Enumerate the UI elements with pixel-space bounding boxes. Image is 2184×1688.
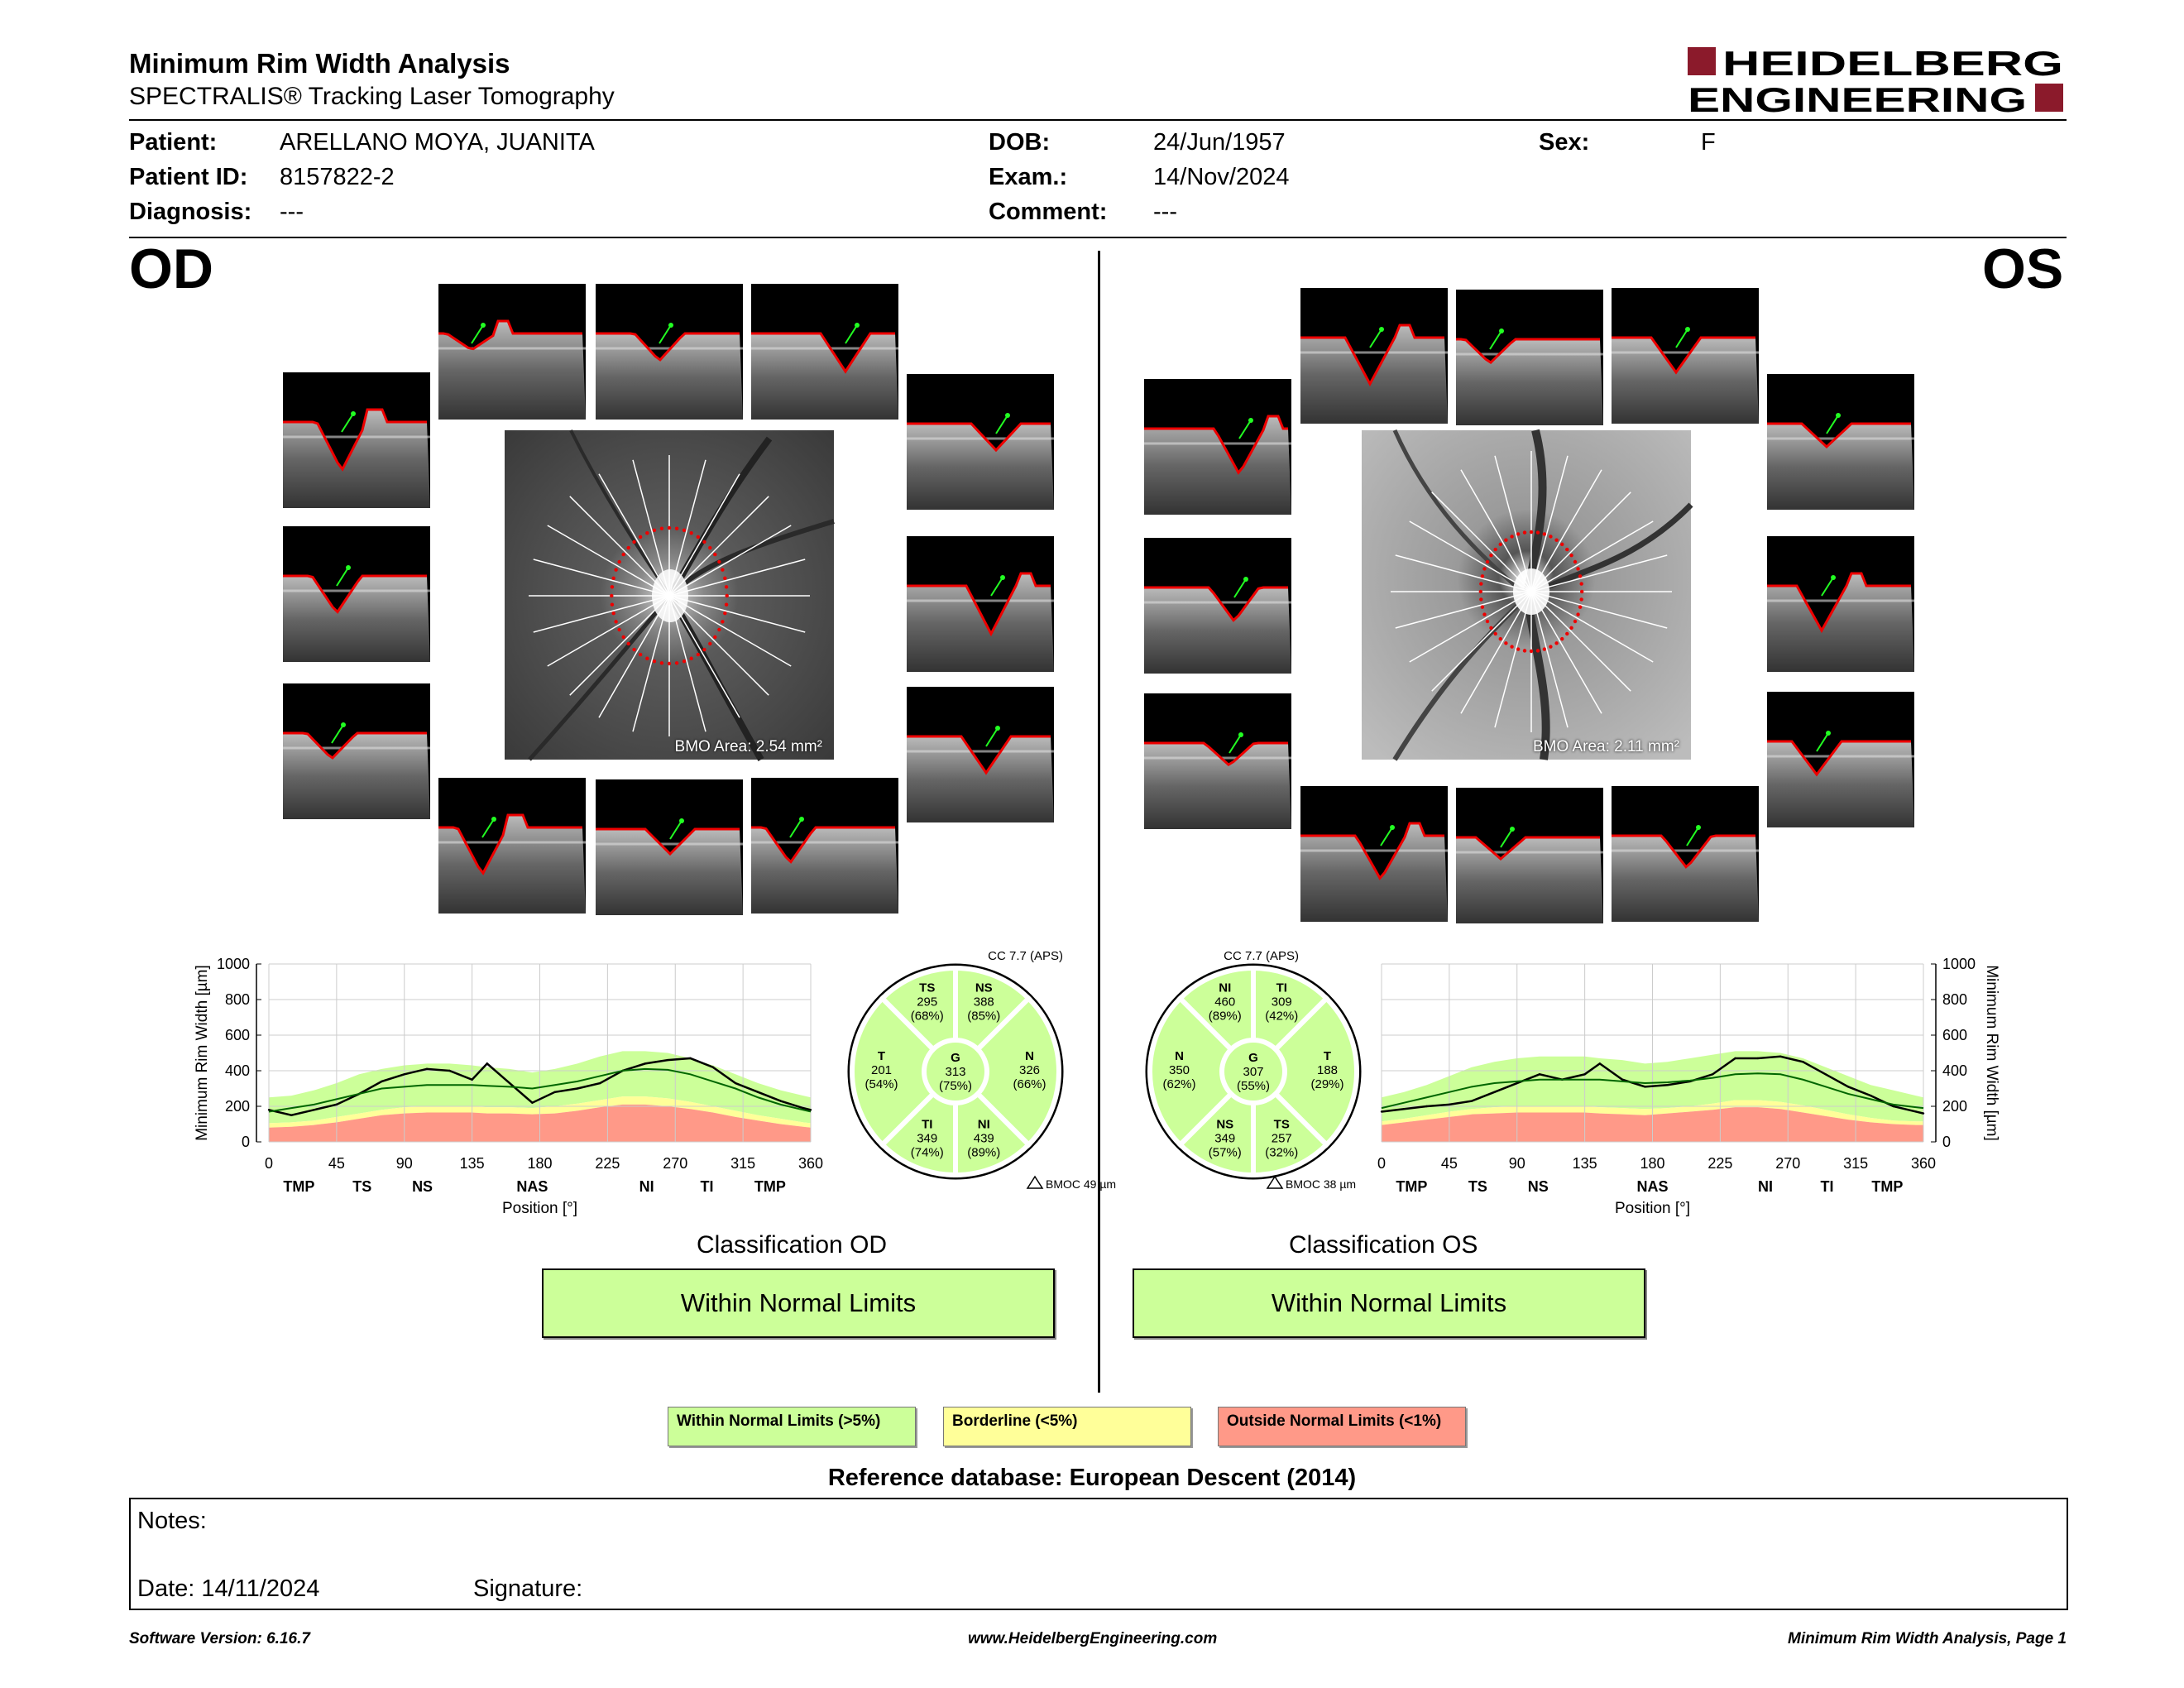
x-tick-label: 180 — [527, 1155, 553, 1172]
sector-percentile: (68%) — [910, 1009, 944, 1024]
mrw-data-point — [1644, 1086, 1645, 1087]
sector-value: 349 — [1214, 1131, 1236, 1146]
mrw-data-point — [689, 1057, 691, 1059]
x-tick-label: 90 — [395, 1155, 413, 1172]
mrw-data-point — [290, 1115, 292, 1116]
dob-label: DOB: — [989, 129, 1051, 156]
mrw-data-point — [1802, 1061, 1803, 1062]
sector-value: 309 — [1271, 995, 1292, 1009]
mrw-data-point — [486, 1062, 488, 1064]
mrw-data-point — [735, 1082, 736, 1084]
mrw-data-point — [268, 1109, 270, 1110]
sector-label: NS — [975, 981, 993, 995]
sector-label: TI — [700, 1178, 714, 1195]
sector-percentile: (75%) — [938, 1079, 973, 1093]
oct-bscan-image — [1456, 290, 1603, 425]
oct-bscan-image — [907, 374, 1054, 510]
mrw-data-point — [1757, 1057, 1759, 1059]
notes-label: Notes: — [137, 1508, 207, 1534]
sector-percentile: (54%) — [864, 1077, 898, 1091]
y-tick-label: 1000 — [1942, 956, 1976, 972]
oct-bscan-image — [1144, 538, 1291, 674]
sector-label: NS — [1216, 1117, 1234, 1132]
center-divider — [1098, 251, 1100, 1393]
sector-value: 349 — [917, 1131, 938, 1146]
sector-label: G — [951, 1051, 960, 1065]
footer-page: Minimum Rim Width Analysis, Page 1 — [1788, 1630, 2067, 1647]
sector-value: 313 — [945, 1065, 966, 1079]
sex-label: Sex: — [1539, 129, 1590, 156]
oct-bscan-image — [1612, 288, 1759, 424]
sector-label: NI — [977, 1117, 990, 1132]
mrw-data-point — [667, 1059, 668, 1061]
y-tick-label: 0 — [241, 1134, 250, 1150]
oct-bscan-image — [1456, 788, 1603, 923]
sector-value: 201 — [870, 1063, 893, 1077]
mrw-data-point — [1403, 1108, 1405, 1110]
od-mrw-chart — [190, 952, 836, 1233]
od-eye-label: OD — [129, 237, 213, 300]
sector-label: TI — [1820, 1178, 1834, 1195]
sector-label: NAS — [1636, 1178, 1669, 1195]
sector-label: TMP — [754, 1178, 786, 1195]
sector-percentile: (29%) — [1310, 1077, 1344, 1091]
legend-outside: Outside Normal Limits (<1%) — [1218, 1407, 1466, 1446]
sector-label: TI — [1276, 981, 1287, 995]
footer-software-version: Software Version: 6.16.7 — [129, 1630, 310, 1647]
notes-box — [129, 1498, 2068, 1610]
date-label: Date: 14/11/2024 — [137, 1575, 320, 1602]
x-tick-label: 315 — [730, 1155, 756, 1172]
sector-percentile: (42%) — [1265, 1009, 1299, 1024]
os-classification-title: Classification OS — [1289, 1231, 1478, 1259]
mrw-data-point — [553, 1091, 555, 1093]
diagnosis-value: --- — [280, 199, 304, 225]
patient-label: Patient: — [129, 129, 218, 156]
diagnosis-label: Diagnosis: — [129, 199, 252, 225]
x-tick-label: 315 — [1843, 1155, 1869, 1172]
cc-label: CC 7.7 (APS) — [988, 949, 1063, 963]
mrw-data-point — [1923, 1112, 1924, 1114]
mrw-data-point — [313, 1109, 314, 1110]
heidelberg-logo — [1688, 46, 2067, 117]
os-mrw-chart — [1357, 952, 2019, 1233]
sector-label: G — [1248, 1051, 1258, 1065]
x-tick-label: 270 — [1775, 1155, 1801, 1172]
mrw-data-point — [471, 1079, 472, 1081]
sector-percentile: (89%) — [967, 1145, 1001, 1160]
mrw-data-point — [1666, 1084, 1668, 1086]
x-tick-label: 360 — [1910, 1155, 1937, 1172]
oct-bscan-image — [1144, 693, 1291, 829]
y-tick-label: 600 — [1942, 1027, 1968, 1043]
sector-value: 388 — [973, 995, 994, 1009]
mrw-data-point — [1425, 1105, 1427, 1107]
patient-id-value: 8157822-2 — [280, 164, 395, 190]
y-tick-label: 1000 — [216, 956, 250, 972]
legend-normal: Within Normal Limits (>5%) — [668, 1407, 916, 1446]
oct-bscan-image — [751, 778, 898, 914]
x-axis-label: Position [°] — [1614, 1200, 1691, 1217]
x-tick-label: 0 — [264, 1155, 274, 1172]
mrw-data-point — [802, 1107, 804, 1109]
oct-bscan-image — [907, 687, 1054, 822]
oct-bscan-image — [438, 284, 586, 420]
cc-label: CC 7.7 (APS) — [1224, 949, 1299, 963]
sector-percentile: (74%) — [910, 1145, 944, 1160]
mrw-data-point — [810, 1109, 812, 1110]
os-bmo-area: BMO Area: 2.11 mm² — [1532, 738, 1679, 755]
mrw-data-point — [1493, 1091, 1495, 1093]
patient-id-label: Patient ID: — [129, 164, 248, 190]
sex-value: F — [1701, 129, 1716, 156]
mrw-data-point — [1847, 1086, 1849, 1087]
oct-bscan-image — [283, 683, 430, 819]
patient-value: ARELLANO MOYA, JUANITA — [280, 129, 595, 156]
sector-label: TMP — [1396, 1178, 1428, 1195]
delta-icon — [1267, 1177, 1282, 1188]
sector-label: TMP — [1871, 1178, 1904, 1195]
dob-value: 24/Jun/1957 — [1153, 129, 1286, 156]
sector-percentile: (85%) — [967, 1009, 1001, 1024]
od-bmo-area: BMO Area: 2.54 mm² — [674, 738, 822, 755]
os-eye-label: OS — [1982, 237, 2064, 300]
mrw-data-point — [712, 1067, 714, 1068]
sector-value: 307 — [1243, 1065, 1264, 1079]
x-tick-label: 225 — [1707, 1155, 1733, 1172]
report-subtitle: SPECTRALIS® Tracking Laser Tomography — [129, 83, 615, 110]
oct-bscan-image — [751, 284, 898, 420]
mrw-data-point — [1583, 1073, 1585, 1075]
x-tick-label: 225 — [595, 1155, 620, 1172]
sector-percentile: (89%) — [1208, 1009, 1242, 1024]
logo-text-engineering: ENGINEERING — [1688, 80, 2027, 119]
signature-label: Signature: — [473, 1575, 583, 1602]
legend-borderline: Borderline (<5%) — [943, 1407, 1191, 1446]
sector-percentile: (32%) — [1265, 1145, 1299, 1160]
sector-label: NAS — [516, 1178, 548, 1195]
y-tick-label: 200 — [224, 1098, 250, 1115]
bmoc-label: BMOC 38 µm — [1286, 1177, 1357, 1191]
oct-bscan-image — [1767, 374, 1914, 510]
y-axis-label: Minimum Rim Width [µm] — [1983, 965, 2000, 1141]
oct-bscan-image — [1144, 379, 1291, 515]
mrw-data-point — [381, 1081, 382, 1082]
oct-bscan-image — [283, 372, 430, 508]
sector-label: N — [1025, 1049, 1034, 1063]
sector-value: 460 — [1214, 995, 1236, 1009]
mrw-data-point — [1599, 1062, 1601, 1064]
x-tick-label: 45 — [1440, 1155, 1458, 1172]
mrw-data-point — [757, 1091, 759, 1093]
sector-label: TMP — [283, 1178, 315, 1195]
sector-label: NS — [1527, 1178, 1549, 1195]
mrw-data-point — [1516, 1082, 1518, 1084]
mrw-data-point — [1539, 1073, 1540, 1075]
sector-percentile: (55%) — [1236, 1079, 1271, 1093]
y-tick-label: 400 — [1942, 1062, 1968, 1079]
x-tick-label: 135 — [459, 1155, 485, 1172]
mrw-data-point — [531, 1102, 533, 1104]
sector-label: TS — [1468, 1178, 1487, 1195]
od-sector-chart — [836, 943, 1117, 1192]
os-classification-box: Within Normal Limits — [1133, 1268, 1645, 1338]
x-tick-label: 270 — [663, 1155, 688, 1172]
x-tick-label: 45 — [328, 1155, 345, 1172]
y-tick-label: 0 — [1942, 1134, 1952, 1150]
oct-bscan-image — [1300, 786, 1448, 922]
mrw-data-point — [1621, 1079, 1623, 1081]
sector-label: NI — [1757, 1178, 1773, 1195]
logo-text-heidelberg: HEIDELBERG — [1722, 44, 2063, 83]
oct-bscan-image — [438, 778, 586, 914]
mrw-data-point — [1449, 1104, 1450, 1105]
report-title: Minimum Rim Width Analysis — [129, 48, 510, 79]
mrw-data-point — [779, 1100, 781, 1101]
mrw-data-point — [644, 1062, 646, 1064]
sector-label: TS — [352, 1178, 372, 1195]
mrw-data-point — [1381, 1110, 1382, 1112]
footer-website: www.HeidelbergEngineering.com — [968, 1630, 1218, 1647]
mrw-data-point — [1712, 1073, 1713, 1075]
x-axis-label: Position [°] — [501, 1200, 578, 1217]
mrw-data-point — [599, 1082, 601, 1084]
mrw-data-point — [1779, 1056, 1781, 1057]
sector-label: NI — [639, 1178, 654, 1195]
sector-value: 295 — [917, 995, 938, 1009]
sector-label: TS — [919, 981, 936, 995]
sector-value: 326 — [1018, 1063, 1041, 1077]
oct-bscan-image — [1767, 692, 1914, 827]
y-tick-label: 600 — [224, 1027, 250, 1043]
od-fundus-image — [505, 430, 834, 760]
mrw-data-point — [1825, 1073, 1827, 1075]
sector-percentile: (62%) — [1162, 1077, 1196, 1091]
x-tick-label: 0 — [1377, 1155, 1387, 1172]
sector-value: 350 — [1168, 1063, 1190, 1077]
od-classification-box: Within Normal Limits — [542, 1268, 1055, 1338]
oct-bscan-image — [1612, 786, 1759, 922]
oct-bscan-image — [907, 536, 1054, 672]
sector-label: T — [1323, 1049, 1332, 1063]
comment-value: --- — [1153, 199, 1177, 225]
y-tick-label: 200 — [1942, 1098, 1968, 1115]
mrw-data-point — [509, 1082, 510, 1084]
y-tick-label: 400 — [224, 1062, 250, 1079]
oct-bscan-image — [1767, 536, 1914, 672]
mrw-data-point — [1892, 1105, 1894, 1107]
mrw-data-point — [1915, 1110, 1917, 1112]
sector-label: TS — [1273, 1117, 1290, 1132]
mrw-data-point — [577, 1087, 578, 1089]
mrw-data-point — [1471, 1100, 1473, 1101]
oct-bscan-image — [596, 284, 743, 420]
mrw-data-point — [1734, 1057, 1736, 1059]
mrw-data-point — [448, 1070, 450, 1072]
sector-value: 188 — [1316, 1063, 1339, 1077]
sector-label: N — [1175, 1049, 1184, 1063]
mrw-data-point — [1870, 1095, 1871, 1096]
os-fundus-image — [1362, 430, 1691, 760]
mrw-data-point — [426, 1068, 428, 1070]
os-sector-chart — [1133, 943, 1373, 1192]
delta-icon — [1027, 1177, 1042, 1188]
y-axis-label: Minimum Rim Width [µm] — [194, 965, 211, 1141]
x-tick-label: 90 — [1508, 1155, 1525, 1172]
sector-label: T — [877, 1049, 886, 1063]
x-tick-label: 135 — [1572, 1155, 1597, 1172]
sector-label: TI — [922, 1117, 933, 1132]
mrw-data-point — [336, 1104, 338, 1105]
sector-value: 439 — [973, 1131, 994, 1146]
oct-bscan-image — [1300, 288, 1448, 424]
reference-database: Reference database: European Descent (2014) — [827, 1465, 1357, 1491]
bmoc-label: BMOC 49 µm — [1046, 1177, 1117, 1191]
sector-label: NS — [412, 1178, 433, 1195]
oct-bscan-image — [283, 526, 430, 662]
exam-label: Exam.: — [989, 164, 1068, 190]
sector-label: NI — [1219, 981, 1232, 995]
comment-label: Comment: — [989, 199, 1108, 225]
od-classification-title: Classification OD — [697, 1231, 888, 1259]
sector-percentile: (66%) — [1013, 1077, 1046, 1091]
sector-percentile: (57%) — [1208, 1145, 1242, 1160]
x-tick-label: 180 — [1640, 1155, 1665, 1172]
exam-value: 14/Nov/2024 — [1153, 164, 1290, 190]
x-tick-label: 360 — [797, 1155, 824, 1172]
oct-bscan-image — [596, 779, 743, 915]
sector-value: 257 — [1271, 1131, 1292, 1146]
y-tick-label: 800 — [1942, 991, 1968, 1008]
mrw-data-point — [404, 1073, 405, 1075]
y-tick-label: 800 — [224, 991, 250, 1008]
